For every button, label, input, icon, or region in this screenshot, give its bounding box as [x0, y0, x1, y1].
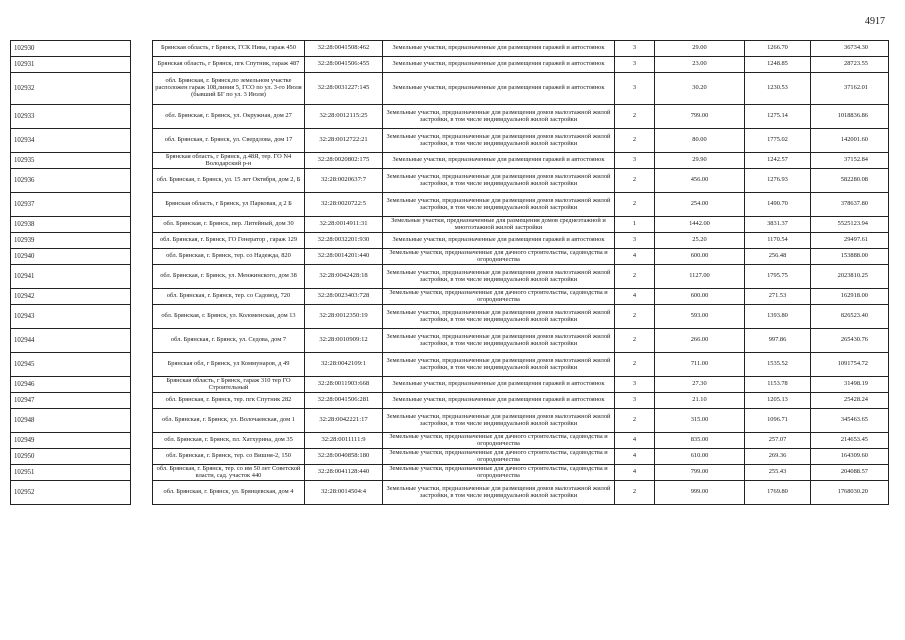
row-spacer — [131, 449, 153, 465]
row-specific-value: 1230.53 — [745, 73, 811, 105]
row-cadastral-value: 36734.30 — [811, 41, 889, 57]
table-row — [11, 169, 889, 193]
row-spacer — [131, 433, 153, 449]
row-area: 799.00 — [655, 465, 745, 481]
row-area: 27.30 — [655, 377, 745, 393]
row-spacer — [131, 249, 153, 265]
row-area: 80.00 — [655, 129, 745, 153]
row-address: обл. Брянская, г. Брянск, ул. Брянцевская, дом 4 — [153, 481, 305, 505]
row-group: 4 — [615, 289, 655, 305]
row-cadastral-value: 37162.01 — [811, 73, 889, 105]
row-spacer — [131, 329, 153, 353]
row-area: 29.00 — [655, 41, 745, 57]
row-land-use: Земельные участки, предназначенные для размещения домов малоэтажной жилой застройки, в том числе индивидуальной жилой застройки — [383, 329, 615, 353]
row-spacer — [131, 153, 153, 169]
row-specific-value: 1275.14 — [745, 105, 811, 129]
row-address: обл. Брянская, г. Брянск, ул. Окружная, дом 27 — [153, 105, 305, 129]
row-id: 102934 — [11, 129, 131, 153]
row-cadastral-number: 32:28:0041506:455 — [305, 57, 383, 73]
row-group: 4 — [615, 433, 655, 449]
row-id: 102948 — [11, 409, 131, 433]
row-cadastral-value: 345463.65 — [811, 409, 889, 433]
row-group: 2 — [615, 193, 655, 217]
row-area: 254.00 — [655, 193, 745, 217]
row-cadastral-value: 2023810.25 — [811, 265, 889, 289]
row-group: 4 — [615, 449, 655, 465]
row-address: Брянская область, г Брянск, гараж 310 тер ГО Строительный — [153, 377, 305, 393]
row-address: обл. Брянская, г. Брянск, ГО Генератор , гараж 129 — [153, 233, 305, 249]
row-group: 2 — [615, 105, 655, 129]
row-specific-value: 256.48 — [745, 249, 811, 265]
row-land-use: Земельные участки, предназначенные для размещения домов малоэтажной жилой застройки, в том числе индивидуальной жилой застройки — [383, 265, 615, 289]
row-cadastral-number: 32:28:0041506:281 — [305, 393, 383, 409]
row-spacer — [131, 289, 153, 305]
row-land-use: Земельные участки, предназначенные для дачного строительства, садоводства и огородничества — [383, 449, 615, 465]
row-spacer — [131, 129, 153, 153]
row-address: обл. Брянская, г. Брянск, ул. Менжинского, дом 38 — [153, 265, 305, 289]
row-address: обл. Брянская, г. Брянск,по земельном участке расположен гараж 108,линия 5, ГСО по ул. 3-го Июля (бывший БГ по ул. 3 Июля) — [153, 73, 305, 105]
row-spacer — [131, 481, 153, 505]
row-specific-value: 1795.75 — [745, 265, 811, 289]
row-address: обл. Брянская, г. Брянск, ул. Свердлова, дом 17 — [153, 129, 305, 153]
row-group: 3 — [615, 153, 655, 169]
row-specific-value: 1775.02 — [745, 129, 811, 153]
row-address: Брянская область, г Брянск, ул Парковая, д 2 Б — [153, 193, 305, 217]
row-id: 102947 — [11, 393, 131, 409]
row-cadastral-number: 32:28:0040858:180 — [305, 449, 383, 465]
row-land-use: Земельные участки, предназначенные для дачного строительства, садоводства и огородничества — [383, 433, 615, 449]
row-specific-value: 255.43 — [745, 465, 811, 481]
row-cadastral-number: 32:28:0020722:5 — [305, 193, 383, 217]
row-cadastral-value: 164309.60 — [811, 449, 889, 465]
row-group: 3 — [615, 41, 655, 57]
row-cadastral-number: 32:28:0020637:7 — [305, 169, 383, 193]
row-id: 102932 — [11, 73, 131, 105]
row-spacer — [131, 73, 153, 105]
row-land-use: Земельные участки, предназначенные для дачного строительства, садоводства и огородничества — [383, 289, 615, 305]
row-address: обл. Брянская, г. Брянск, тер. со им 50 лет Советской власти, сад. участок 440 — [153, 465, 305, 481]
row-spacer — [131, 217, 153, 233]
row-land-use: Земельные участки, предназначенные для размещения домов малоэтажной жилой застройки, в том числе индивидуальной жилой застройки — [383, 105, 615, 129]
row-spacer — [131, 465, 153, 481]
table-row — [11, 193, 889, 217]
row-land-use: Земельные участки, предназначенные для размещения домов малоэтажной жилой застройки, в том числе индивидуальной жилой застройки — [383, 305, 615, 329]
row-cadastral-value: 142001.60 — [811, 129, 889, 153]
row-group: 2 — [615, 481, 655, 505]
row-cadastral-number: 32:28:0012115:25 — [305, 105, 383, 129]
row-id: 102940 — [11, 249, 131, 265]
row-cadastral-value: 204088.57 — [811, 465, 889, 481]
row-id: 102942 — [11, 289, 131, 305]
row-id: 102933 — [11, 105, 131, 129]
row-land-use: Земельные участки, предназначенные для размещения домов малоэтажной жилой застройки, в том числе индивидуальной жилой застройки — [383, 353, 615, 377]
row-address: Брянская область, г Брянск, пгк Спутник, гараж 487 — [153, 57, 305, 73]
row-address: обл. Брянская, г. Брянск, тер. со Вишня-2, 150 — [153, 449, 305, 465]
row-spacer — [131, 409, 153, 433]
row-land-use: Земельные участки, предназначенные для размещения гаражей и автостоянок — [383, 41, 615, 57]
row-land-use: Земельные участки, предназначенные для размещения гаражей и автостоянок — [383, 233, 615, 249]
row-land-use: Земельные участки, предназначенные для размещения гаражей и автостоянок — [383, 377, 615, 393]
row-specific-value: 257.07 — [745, 433, 811, 449]
row-address: обл. Брянская, г. Брянск, тер. со Садовод, 720 — [153, 289, 305, 305]
table-row — [11, 41, 889, 57]
row-land-use: Земельные участки, предназначенные для дачного строительства, садоводства и огородничества — [383, 465, 615, 481]
row-address: обл. Брянская, г. Брянск, пл. Хатхурина, дом 35 — [153, 433, 305, 449]
table-row — [11, 305, 889, 329]
row-group: 2 — [615, 265, 655, 289]
row-cadastral-value: 25428.24 — [811, 393, 889, 409]
row-address: Брянская обл, г Брянск, ул Коммунаров, д 49 — [153, 353, 305, 377]
row-group: 2 — [615, 409, 655, 433]
table-row — [11, 465, 889, 481]
row-cadastral-value: 31498.19 — [811, 377, 889, 393]
table-row — [11, 409, 889, 433]
row-specific-value: 1170.54 — [745, 233, 811, 249]
row-area: 1442.00 — [655, 217, 745, 233]
row-cadastral-number: 32:28:0014504:4 — [305, 481, 383, 505]
row-cadastral-number: 32:28:0031227:145 — [305, 73, 383, 105]
row-area: 799.00 — [655, 105, 745, 129]
row-group: 2 — [615, 169, 655, 193]
row-specific-value: 1096.71 — [745, 409, 811, 433]
row-id: 102949 — [11, 433, 131, 449]
row-area: 29.90 — [655, 153, 745, 169]
row-cadastral-value: 826523.40 — [811, 305, 889, 329]
row-cadastral-number: 32:28:0012350:19 — [305, 305, 383, 329]
row-land-use: Земельные участки, предназначенные для размещения гаражей и автостоянок — [383, 73, 615, 105]
row-address: обл. Брянская, г. Брянск, пер. Литейный, дом 30 — [153, 217, 305, 233]
row-specific-value: 997.86 — [745, 329, 811, 353]
row-area: 25.20 — [655, 233, 745, 249]
row-id: 102938 — [11, 217, 131, 233]
row-cadastral-number: 32:28:0023403:728 — [305, 289, 383, 305]
row-address: обл. Брянская, г. Брянск, ул. Коломенская, дом 13 — [153, 305, 305, 329]
row-cadastral-value: 37152.84 — [811, 153, 889, 169]
row-id: 102945 — [11, 353, 131, 377]
row-area: 30.20 — [655, 73, 745, 105]
row-group: 1 — [615, 217, 655, 233]
row-id: 102950 — [11, 449, 131, 465]
row-area: 600.00 — [655, 249, 745, 265]
table-row — [11, 393, 889, 409]
row-group: 3 — [615, 73, 655, 105]
row-specific-value: 1393.80 — [745, 305, 811, 329]
row-area: 266.00 — [655, 329, 745, 353]
row-specific-value: 1276.93 — [745, 169, 811, 193]
table-row — [11, 265, 889, 289]
row-area: 1127.00 — [655, 265, 745, 289]
row-cadastral-number: 32:28:0041508:462 — [305, 41, 383, 57]
row-id: 102939 — [11, 233, 131, 249]
row-address: обл. Брянская, г. Брянск, ул. Волочаевская, дом 1 — [153, 409, 305, 433]
row-group: 3 — [615, 377, 655, 393]
row-address: обл. Брянская, г. Брянск, ул. 15 лет Октября, дом 2, Б — [153, 169, 305, 193]
row-group: 2 — [615, 129, 655, 153]
row-area: 315.00 — [655, 409, 745, 433]
row-specific-value: 1248.85 — [745, 57, 811, 73]
row-cadastral-value: 5525123.94 — [811, 217, 889, 233]
row-cadastral-number: 32:28:0042221:17 — [305, 409, 383, 433]
row-id: 102952 — [11, 481, 131, 505]
row-cadastral-value: 162918.00 — [811, 289, 889, 305]
row-land-use: Земельные участки, предназначенные для размещения домов малоэтажной жилой застройки, в том числе индивидуальной жилой застройки — [383, 409, 615, 433]
row-group: 3 — [615, 233, 655, 249]
row-cadastral-number: 32:28:0042109:1 — [305, 353, 383, 377]
row-spacer — [131, 193, 153, 217]
row-specific-value: 1242.57 — [745, 153, 811, 169]
row-id: 102943 — [11, 305, 131, 329]
table-row — [11, 105, 889, 129]
row-cadastral-number: 32:28:0041128:440 — [305, 465, 383, 481]
row-cadastral-value: 1018836.86 — [811, 105, 889, 129]
row-land-use: Земельные участки, предназначенные для размещения домов малоэтажной жилой застройки, в том числе индивидуальной жилой застройки — [383, 129, 615, 153]
row-area: 593.00 — [655, 305, 745, 329]
table-row — [11, 73, 889, 105]
row-area: 711.00 — [655, 353, 745, 377]
row-id: 102935 — [11, 153, 131, 169]
row-cadastral-value: 214653.45 — [811, 433, 889, 449]
row-group: 4 — [615, 465, 655, 481]
row-specific-value: 1490.70 — [745, 193, 811, 217]
row-area: 21.10 — [655, 393, 745, 409]
row-id: 102941 — [11, 265, 131, 289]
row-area: 610.00 — [655, 449, 745, 465]
row-specific-value: 3831.37 — [745, 217, 811, 233]
row-cadastral-value: 582280.08 — [811, 169, 889, 193]
row-cadastral-value: 28723.55 — [811, 57, 889, 73]
table-row — [11, 217, 889, 233]
row-address: Брянская область, г Брянск, д.48Я, тер. ГО N4 Володарский р-н — [153, 153, 305, 169]
row-specific-value: 1535.52 — [745, 353, 811, 377]
row-land-use: Земельные участки, предназначенные для размещения гаражей и автостоянок — [383, 57, 615, 73]
row-address: обл. Брянская, г. Брянск, ул. Седова, дом 7 — [153, 329, 305, 353]
row-spacer — [131, 105, 153, 129]
row-area: 835.00 — [655, 433, 745, 449]
row-cadastral-number: 32:28:0014911:31 — [305, 217, 383, 233]
table-row — [11, 249, 889, 265]
table-row — [11, 129, 889, 153]
row-land-use: Земельные участки, предназначенные для дачного строительства, садоводства и огородничества — [383, 249, 615, 265]
row-address: обл. Брянская, г. Брянск, тер. пгк Спутник 282 — [153, 393, 305, 409]
table-row — [11, 377, 889, 393]
row-cadastral-value: 265430.76 — [811, 329, 889, 353]
row-id: 102930 — [11, 41, 131, 57]
row-id: 102937 — [11, 193, 131, 217]
row-specific-value: 1266.70 — [745, 41, 811, 57]
row-spacer — [131, 233, 153, 249]
row-land-use: Земельные участки, предназначенные для размещения домов среднеэтажной и многоэтажной жилой застройки — [383, 217, 615, 233]
page-number: 4917 — [865, 16, 885, 27]
row-spacer — [131, 41, 153, 57]
row-specific-value: 271.53 — [745, 289, 811, 305]
row-area: 23.00 — [655, 57, 745, 73]
table-row — [11, 289, 889, 305]
table-row — [11, 57, 889, 73]
table-row — [11, 481, 889, 505]
row-cadastral-number: 32:28:0010909:12 — [305, 329, 383, 353]
row-land-use: Земельные участки, предназначенные для размещения домов малоэтажной жилой застройки, в том числе индивидуальной жилой застройки — [383, 169, 615, 193]
table-row — [11, 233, 889, 249]
row-cadastral-value: 378637.80 — [811, 193, 889, 217]
row-specific-value: 1205.13 — [745, 393, 811, 409]
row-cadastral-value: 1091754.72 — [811, 353, 889, 377]
row-spacer — [131, 169, 153, 193]
row-group: 4 — [615, 249, 655, 265]
row-address: Брянская область, г Брянск, ГСК Нива, гараж 450 — [153, 41, 305, 57]
row-group: 3 — [615, 57, 655, 73]
row-id: 102936 — [11, 169, 131, 193]
row-cadastral-value: 29497.61 — [811, 233, 889, 249]
table-row — [11, 153, 889, 169]
cadastral-value-table — [10, 40, 889, 505]
table-row — [11, 449, 889, 465]
row-land-use: Земельные участки, предназначенные для размещения гаражей и автостоянок — [383, 393, 615, 409]
row-specific-value: 1769.80 — [745, 481, 811, 505]
row-group: 2 — [615, 305, 655, 329]
row-id: 102944 — [11, 329, 131, 353]
table-row — [11, 353, 889, 377]
row-land-use: Земельные участки, предназначенные для размещения домов малоэтажной жилой застройки, в том числе индивидуальной жилой застройки — [383, 481, 615, 505]
row-cadastral-number: 32:28:0032201:930 — [305, 233, 383, 249]
row-area: 600.00 — [655, 289, 745, 305]
row-cadastral-number: 32:28:0011111:9 — [305, 433, 383, 449]
row-spacer — [131, 57, 153, 73]
row-spacer — [131, 353, 153, 377]
row-land-use: Земельные участки, предназначенные для размещения гаражей и автостоянок — [383, 153, 615, 169]
row-specific-value: 269.36 — [745, 449, 811, 465]
table-row — [11, 433, 889, 449]
row-group: 3 — [615, 393, 655, 409]
row-id: 102946 — [11, 377, 131, 393]
row-address: обл. Брянская, г. Брянск, тер. со Надежда, 820 — [153, 249, 305, 265]
row-cadastral-number: 32:28:0042428:18 — [305, 265, 383, 289]
row-area: 999.00 — [655, 481, 745, 505]
row-cadastral-number: 32:28:0012722:21 — [305, 129, 383, 153]
row-group: 2 — [615, 329, 655, 353]
row-spacer — [131, 305, 153, 329]
row-cadastral-number: 32:28:0020802:175 — [305, 153, 383, 169]
row-cadastral-value: 153888.00 — [811, 249, 889, 265]
row-spacer — [131, 377, 153, 393]
row-spacer — [131, 265, 153, 289]
row-land-use: Земельные участки, предназначенные для размещения домов малоэтажной жилой застройки, в том числе индивидуальной жилой застройки — [383, 193, 615, 217]
row-id: 102931 — [11, 57, 131, 73]
row-cadastral-value: 1768030.20 — [811, 481, 889, 505]
row-group: 2 — [615, 353, 655, 377]
row-id: 102951 — [11, 465, 131, 481]
table-row — [11, 329, 889, 353]
row-cadastral-number: 32:28:0011903:668 — [305, 377, 383, 393]
row-area: 456.00 — [655, 169, 745, 193]
row-cadastral-number: 32:28:0014201:440 — [305, 249, 383, 265]
row-specific-value: 1153.78 — [745, 377, 811, 393]
row-spacer — [131, 393, 153, 409]
